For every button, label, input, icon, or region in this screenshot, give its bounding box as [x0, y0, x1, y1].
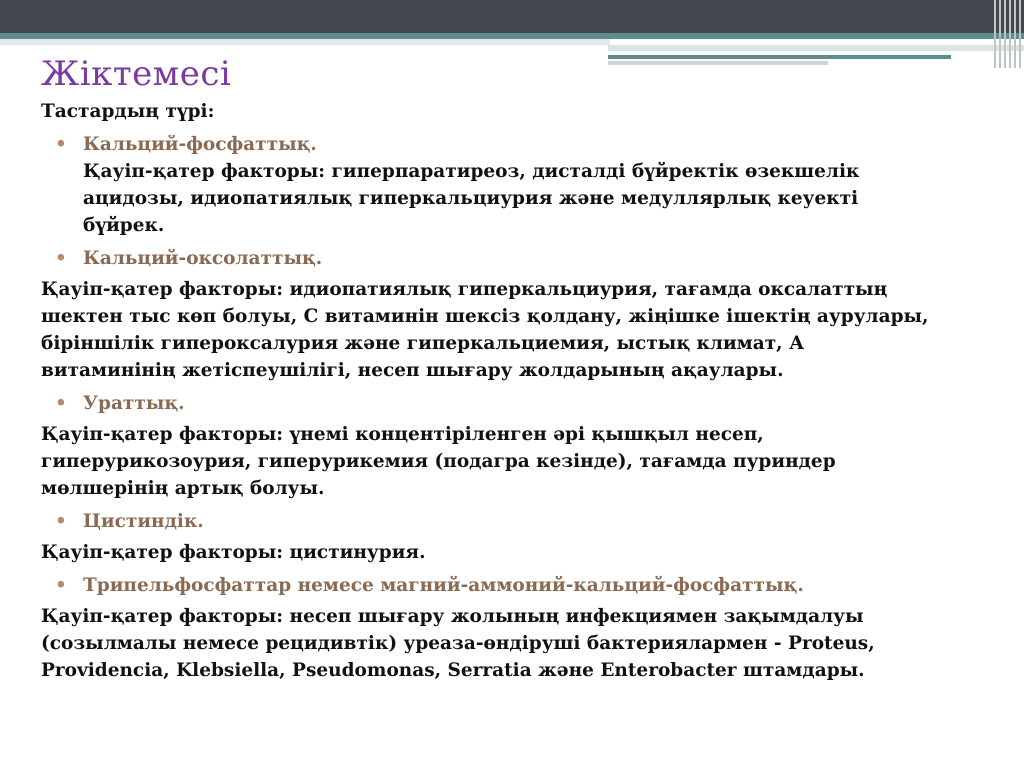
bullet-heading: Кальций-фосфаттық. — [83, 134, 317, 155]
bullet-heading: Цистиндік. — [83, 511, 204, 532]
bullet-cystine — [41, 508, 941, 535]
right-accent-bar-a — [608, 45, 1024, 51]
bullet-heading: Ураттық. — [83, 393, 185, 414]
subtitle: Тастардың түрі: — [41, 101, 215, 122]
right-accent-bar-b — [608, 55, 951, 59]
top-light-bar — [0, 39, 610, 45]
bullet-heading: Трипельфосфаттар немесе магний-аммоний-кальций-фосфаттық. — [83, 575, 804, 596]
bullet-dot-icon: • — [55, 575, 67, 596]
risk-cystine: Қауіп-қатер факторы: цистинурия. — [41, 542, 426, 563]
risk-triple: Қауіп-қатер факторы: несеп шығару жолының инфекциямен зақымдалуы (созылмалы немесе рецидивтік) уреаза-өндіруші бактериялармен - Proteus, Providencia, Klebsiella, Pseudomonas, Serratia және Enterobacter штамдары. — [41, 606, 875, 681]
right-accent-bar-c — [608, 61, 828, 65]
bullet-risk-text: Қауіп-қатер факторы: гиперпаратиреоз, дисталді бүйректік өзекшелік ацидозы, идиопатиялық гиперкальциурия және медуллярлық кеуекті бүйрек. — [83, 161, 860, 236]
bullet-heading: Кальций-оксолаттық. — [83, 248, 323, 269]
slide-content — [41, 98, 941, 690]
bullet-triple-phosphate — [41, 572, 941, 599]
vertical-stripes-decoration — [990, 0, 1024, 68]
bullet-calcium-phosphate — [41, 131, 941, 239]
risk-oxalate: Қауіп-қатер факторы: идиопатиялық гиперкальциурия, тағамда оксалаттың шектен тыс көп болуы, С витаминін шексіз қолдану, жіңішке ішектің аурулары, біріншілік гипероксалурия және гиперкальциемия, ыстық климат, А витаминінің жетіспеушілігі, несеп шығару жолдарының ақаулары. — [41, 279, 929, 381]
bullet-dot-icon: • — [55, 511, 67, 532]
bullet-calcium-oxalate — [41, 245, 941, 272]
bullet-dot-icon: • — [55, 134, 67, 155]
risk-urate: Қауіп-қатер факторы: үнемі концентіріленген әрі қышқыл несеп, гиперурикозоурия, гиперурикемия (подагра кезінде), тағамда пуриндер мөлшерінің артық болуы. — [41, 424, 836, 499]
bullet-dot-icon: • — [55, 393, 67, 414]
top-dark-bar — [0, 0, 1024, 33]
bullet-dot-icon: • — [55, 248, 67, 269]
slide-title: Жіктемесі — [41, 54, 232, 94]
bullet-urate — [41, 390, 941, 417]
